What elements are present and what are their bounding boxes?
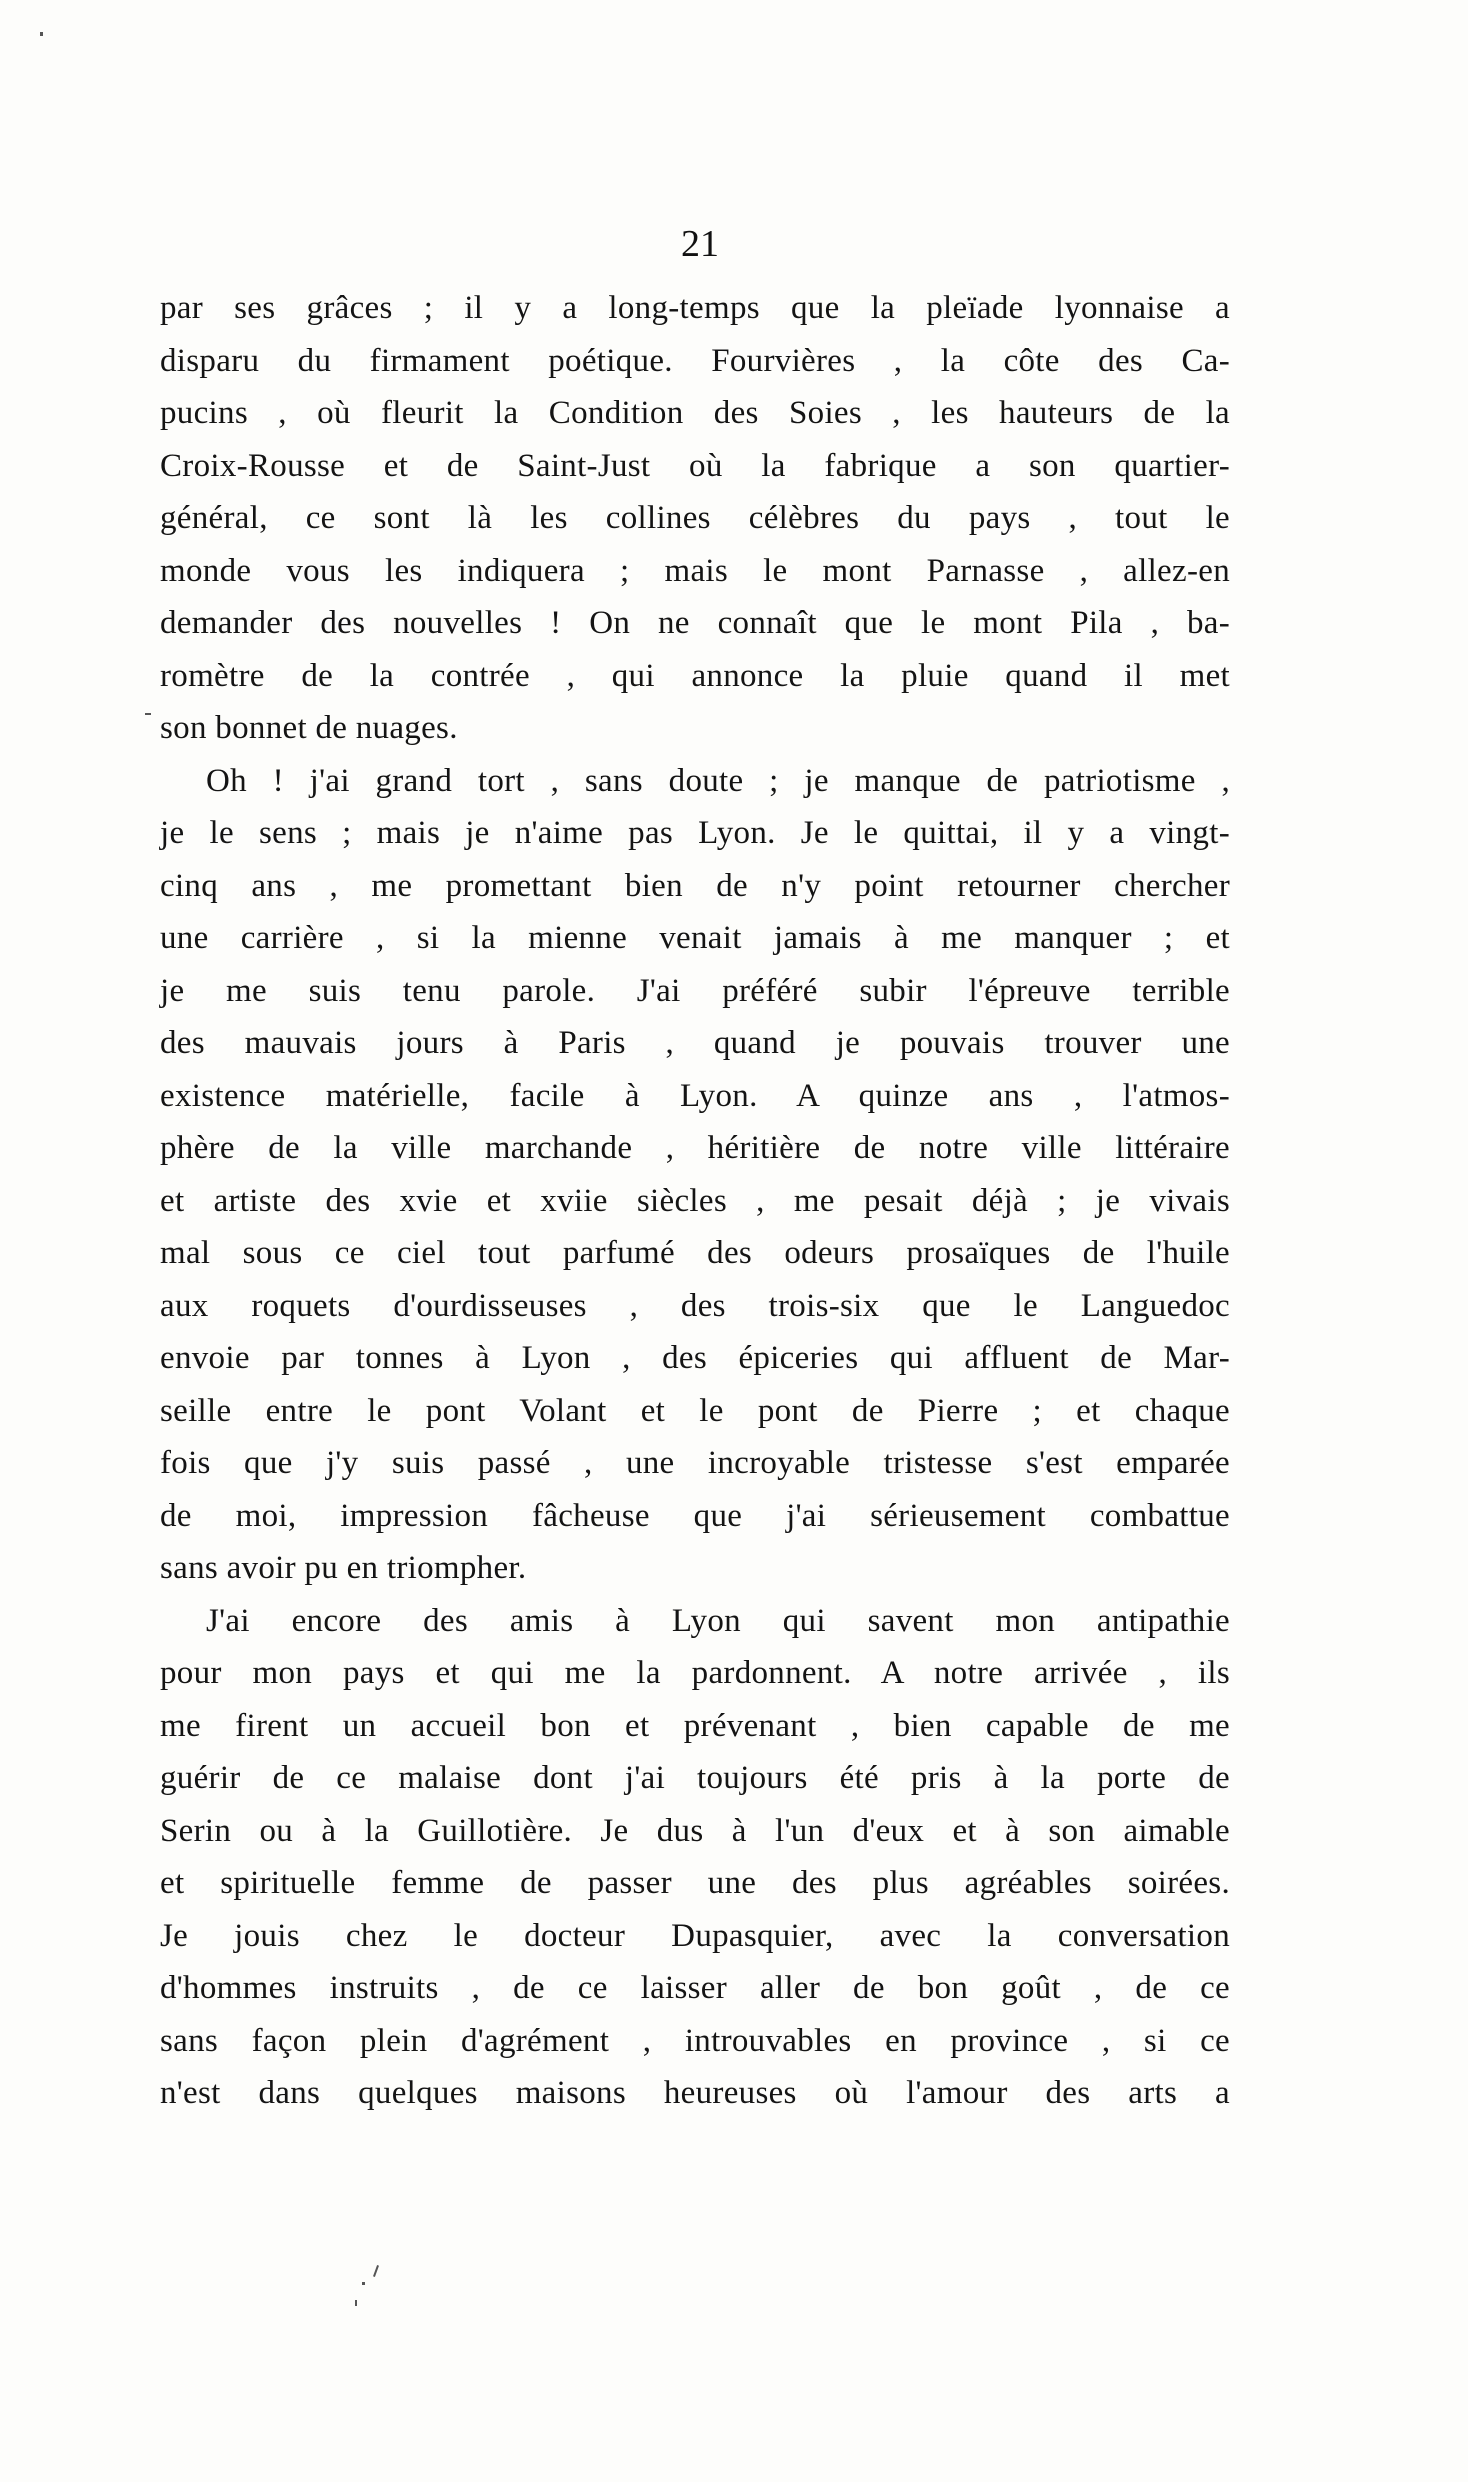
- text-line: je le sens ; mais je n'aime pas Lyon. Je le quittai, il y a vingt-: [160, 815, 1230, 851]
- text-line: des mauvais jours à Paris , quand je pouvais trouver une: [160, 1025, 1230, 1061]
- paragraph-start-line: Oh ! j'ai grand tort , sans doute ; je manque de patriotisme ,: [206, 762, 1230, 799]
- paragraph-end-line: son bonnet de nuages.: [160, 710, 458, 746]
- paragraph-end-line: sans avoir pu en triompher.: [160, 1550, 527, 1586]
- text-line: romètre de la contrée , qui annonce la pluie quand il met: [160, 657, 1230, 694]
- body-text: [160, 282, 1230, 2120]
- ink-speck: [145, 713, 151, 715]
- text-line: cinq ans , me promettant bien de n'y point retourner chercher: [160, 867, 1230, 904]
- text-line: me firent un accueil bon et prévenant , bien capable de me: [160, 1707, 1230, 1744]
- text-line: guérir de ce malaise dont j'ai toujours été pris à la porte de: [160, 1760, 1230, 1796]
- text-line: demander des nouvelles ! On ne connaît que le mont Pila , ba-: [160, 605, 1230, 641]
- text-line: par ses grâces ; il y a long-temps que la pleïade lyonnaise a: [160, 290, 1230, 326]
- text-line: disparu du firmament poétique. Fourvières , la côte des Ca-: [160, 342, 1230, 379]
- text-line: Serin ou à la Guillotière. Je dus à l'un d'eux et à son aimable: [160, 1812, 1230, 1849]
- text-line: envoie par tonnes à Lyon , des épiceries qui affluent de Mar-: [160, 1340, 1230, 1376]
- text-line: et artiste des xvie et xviie siècles , me pesait déjà ; je vivais: [160, 1182, 1230, 1219]
- text-line: pucins , où fleurit la Condition des Soies , les hauteurs de la: [160, 395, 1230, 431]
- text-line: une carrière , si la mienne venait jamais à me manquer ; et: [160, 920, 1230, 956]
- text-line: je me suis tenu parole. J'ai préféré subir l'épreuve terrible: [160, 972, 1230, 1009]
- ink-speck: [362, 2282, 365, 2285]
- text-line: général, ce sont là les collines célèbres du pays , tout le: [160, 500, 1230, 536]
- text-line: d'hommes instruits , de ce laisser aller de bon goût , de ce: [160, 1970, 1230, 2006]
- text-line: seille entre le pont Volant et le pont de Pierre ; et chaque: [160, 1392, 1230, 1429]
- text-line: sans façon plein d'agrément , introuvables en province , si ce: [160, 2022, 1230, 2059]
- text-line: Croix-Rousse et de Saint-Just où la fabrique a son quartier-: [160, 447, 1230, 484]
- paragraph-start-line: J'ai encore des amis à Lyon qui savent mon antipathie: [206, 1602, 1230, 1639]
- text-line: monde vous les indiquera ; mais le mont Parnasse , allez-en: [160, 552, 1230, 589]
- text-line: aux roquets d'ourdisseuses , des trois-six que le Languedoc: [160, 1287, 1230, 1324]
- text-line: fois que j'y suis passé , une incroyable tristesse s'est emparée: [160, 1445, 1230, 1481]
- text-line: existence matérielle, facile à Lyon. A quinze ans , l'atmos-: [160, 1077, 1230, 1114]
- text-line: et spirituelle femme de passer une des plus agréables soirées.: [160, 1865, 1230, 1901]
- text-line: pour mon pays et qui me la pardonnent. A notre arrivée , ils: [160, 1655, 1230, 1691]
- text-line: Je jouis chez le docteur Dupasquier, avec la conversation: [160, 1917, 1230, 1954]
- text-line: phère de la ville marchande , héritière de notre ville littéraire: [160, 1130, 1230, 1166]
- ink-speck: [355, 2300, 357, 2306]
- text-line: n'est dans quelques maisons heureuses où l'amour des arts a: [160, 2075, 1230, 2111]
- page-number: 21: [681, 223, 719, 265]
- text-line: mal sous ce ciel tout parfumé des odeurs prosaïques de l'huile: [160, 1235, 1230, 1271]
- ink-speck: [40, 32, 43, 36]
- ink-speck: [373, 2265, 379, 2277]
- text-line: de moi, impression fâcheuse que j'ai sérieusement combattue: [160, 1497, 1230, 1534]
